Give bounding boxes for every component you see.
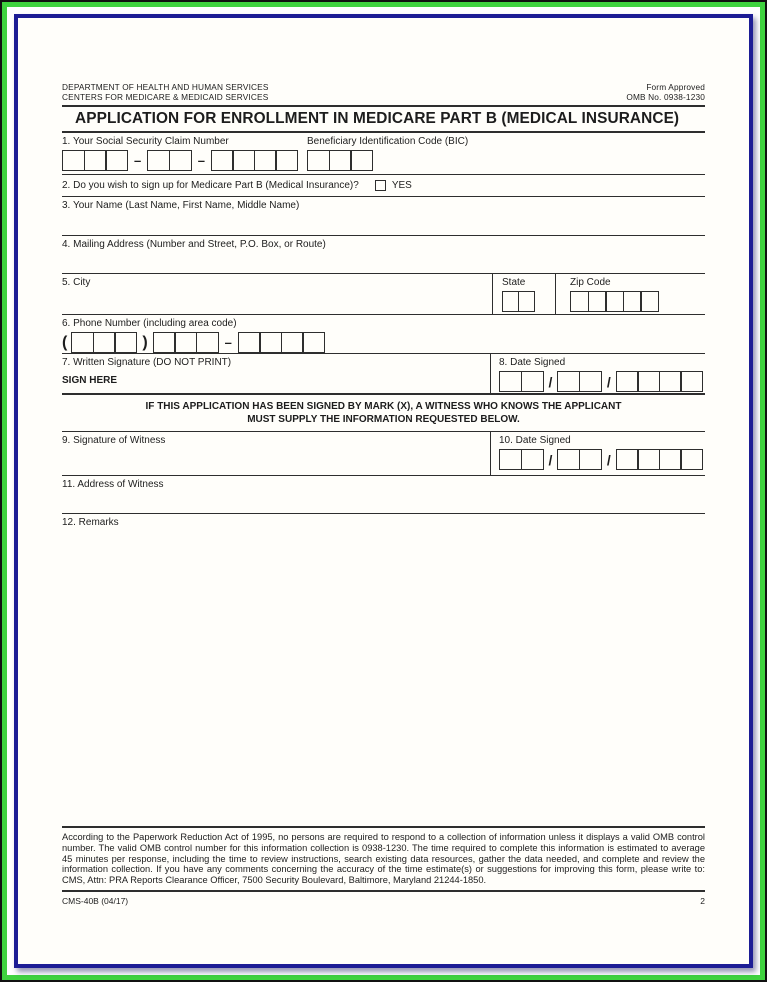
input-cell[interactable]: [637, 371, 660, 392]
input-cell[interactable]: [640, 291, 659, 312]
phone-close-paren: ): [142, 333, 148, 351]
input-cell[interactable]: [84, 150, 107, 171]
ssn-input: [62, 150, 307, 171]
input-cell[interactable]: [281, 332, 304, 353]
section-5-city-state-zip: [62, 273, 705, 314]
section-12-remarks[interactable]: [62, 513, 705, 826]
input-cell[interactable]: [147, 150, 170, 171]
input-cell[interactable]: [637, 449, 660, 470]
section-1-ssn: [62, 133, 705, 174]
ssn-group-3: [211, 150, 299, 171]
input-cell[interactable]: [114, 332, 137, 353]
phone-line-group: [238, 332, 326, 353]
input-cell[interactable]: [275, 150, 298, 171]
city-label: 5. City: [62, 277, 91, 288]
witness-date-slash-1: /: [548, 451, 553, 468]
input-cell[interactable]: [521, 371, 544, 392]
input-cell[interactable]: [71, 332, 94, 353]
phone-label: 6. Phone Number (including area code): [62, 318, 237, 329]
input-cell[interactable]: [62, 150, 85, 171]
bic-label: Beneficiary Identification Code (BIC): [307, 136, 469, 147]
section-7-8-signature-date: [62, 353, 705, 393]
section-9-10-witness-signature-date: [62, 431, 705, 475]
form-page: [18, 18, 749, 964]
agency-line-1: DEPARTMENT OF HEALTH AND HUMAN SERVICES: [62, 82, 269, 92]
name-label: 3. Your Name (Last Name, First Name, Middle Name): [62, 200, 300, 211]
section-11-witness-address[interactable]: [62, 475, 705, 513]
witness-date-label: 10. Date Signed: [499, 435, 571, 446]
section-6-phone: [62, 314, 705, 353]
ssn-dash-1: –: [134, 153, 142, 168]
date-signed-input: [499, 371, 705, 392]
written-signature-field[interactable]: [62, 354, 490, 393]
witness-notice-line-2: MUST SUPPLY THE INFORMATION REQUESTED BELOW.: [247, 413, 520, 425]
input-cell[interactable]: [579, 371, 602, 392]
witness-notice: [62, 393, 705, 431]
page-number: 2: [700, 895, 705, 906]
input-cell[interactable]: [302, 332, 325, 353]
input-cell[interactable]: [499, 449, 522, 470]
input-cell[interactable]: [307, 150, 330, 171]
section-3-name[interactable]: [62, 196, 705, 235]
input-cell[interactable]: [105, 150, 128, 171]
input-cell[interactable]: [499, 371, 522, 392]
input-cell[interactable]: [254, 150, 277, 171]
remarks-label: 12. Remarks: [62, 517, 119, 528]
witness-date-month-group: [499, 449, 544, 470]
form-title: APPLICATION FOR ENROLLMENT IN MEDICARE PART B (MEDICAL INSURANCE): [62, 107, 705, 133]
state-input: [502, 291, 555, 312]
input-cell[interactable]: [518, 291, 535, 312]
agency-block: [62, 82, 269, 102]
yes-label: YES: [391, 180, 412, 191]
witness-date-year-group: [616, 449, 704, 470]
green-border-frame: [2, 2, 765, 980]
mailing-address-label: 4. Mailing Address (Number and Street, P.O. Box, or Route): [62, 239, 326, 250]
witness-signature-label: 9. Signature of Witness: [62, 435, 166, 446]
phone-dash: –: [224, 335, 232, 350]
yes-checkbox[interactable]: [375, 180, 386, 191]
ssn-group-1: [62, 150, 128, 171]
witness-date-slash-2: /: [606, 451, 611, 468]
ssn-label: 1. Your Social Security Claim Number: [62, 136, 229, 147]
date-day-group: [557, 371, 602, 392]
phone-prefix-group: [153, 332, 219, 353]
form-approved-text: Form Approved: [646, 82, 705, 92]
bic-column: [307, 133, 705, 174]
input-cell[interactable]: [350, 150, 373, 171]
date-signed-label: 8. Date Signed: [499, 357, 566, 368]
input-cell[interactable]: [579, 449, 602, 470]
paperwork-reduction-act-notice: According to the Paperwork Reduction Act of 1995, no persons are required to respond to a collection of information unless it displays a valid OMB control number. The valid OMB control number for this information collection is 0938-1230. The time required to complete this information is estimated to average 45 minutes per response, including the time to review instructions, search existing data resources, gather the data needed, and complete and review the information collection. If you have any comments concerning the accuracy of the time estimate(s) or suggestions for improving this form, please write to: CMS, Attn: PRA Reports Clearance Officer, 7500 Security Boulevard, Baltimore, Maryland 21244-1850.: [62, 826, 705, 890]
input-cell[interactable]: [93, 332, 116, 353]
input-cell[interactable]: [680, 449, 703, 470]
date-signed-field: [490, 354, 705, 393]
signup-question-label: 2. Do you wish to sign up for Medicare Part B (Medical Insurance)?: [62, 180, 359, 191]
date-year-group: [616, 371, 704, 392]
section-2-signup: [62, 174, 705, 196]
written-signature-label: 7. Written Signature (DO NOT PRINT): [62, 357, 232, 368]
input-cell[interactable]: [659, 449, 682, 470]
blue-border-frame: [14, 14, 753, 968]
sign-here-label: SIGN HERE: [62, 375, 118, 386]
phone-input: [62, 332, 705, 353]
bic-group: [307, 150, 373, 171]
page-footer: [62, 890, 705, 906]
witness-date-field: [490, 432, 705, 475]
input-cell[interactable]: [259, 332, 282, 353]
input-cell[interactable]: [502, 291, 519, 312]
input-cell[interactable]: [623, 291, 642, 312]
zip-input: [570, 291, 705, 312]
agency-line-2: CENTERS FOR MEDICARE & MEDICAID SERVICES: [62, 92, 269, 102]
form-header: [62, 82, 705, 102]
input-cell[interactable]: [680, 371, 703, 392]
witness-address-label: 11. Address of Witness: [62, 479, 164, 490]
ssn-dash-2: –: [197, 153, 205, 168]
input-cell[interactable]: [153, 332, 176, 353]
date-month-group: [499, 371, 544, 392]
input-cell[interactable]: [232, 150, 255, 171]
zip-label: Zip Code: [570, 277, 611, 288]
input-cell[interactable]: [211, 150, 234, 171]
input-cell[interactable]: [570, 291, 589, 312]
input-cell[interactable]: [659, 371, 682, 392]
omb-block: [626, 82, 705, 102]
state-field: [492, 274, 555, 314]
witness-date-day-group: [557, 449, 602, 470]
input-cell[interactable]: [196, 332, 219, 353]
date-slash-1: /: [548, 373, 553, 390]
border-gap: [7, 7, 760, 975]
input-cell[interactable]: [616, 371, 639, 392]
bic-input: [307, 150, 705, 171]
ssn-group-2: [147, 150, 192, 171]
omb-number: OMB No. 0938-1230: [626, 92, 705, 102]
phone-open-paren: (: [62, 333, 68, 351]
section-4-mailing-address[interactable]: [62, 235, 705, 273]
input-cell[interactable]: [616, 449, 639, 470]
input-cell[interactable]: [329, 150, 352, 171]
zip-field: [555, 274, 705, 314]
input-cell[interactable]: [238, 332, 261, 353]
input-cell[interactable]: [588, 291, 607, 312]
phone-area-group: [71, 332, 137, 353]
input-cell[interactable]: [557, 449, 580, 470]
city-field[interactable]: [62, 274, 492, 314]
zip-group: [570, 291, 659, 312]
witness-date-input: [499, 449, 705, 470]
input-cell[interactable]: [174, 332, 197, 353]
form-number: CMS-40B (04/17): [62, 895, 129, 906]
input-cell[interactable]: [557, 371, 580, 392]
witness-notice-line-1: IF THIS APPLICATION HAS BEEN SIGNED BY MARK (X), A WITNESS WHO KNOWS THE APPLICANT: [145, 401, 622, 412]
state-label: State: [502, 277, 526, 288]
date-slash-2: /: [606, 373, 611, 390]
input-cell[interactable]: [169, 150, 192, 171]
state-group: [502, 291, 535, 312]
ssn-column: [62, 133, 307, 174]
input-cell[interactable]: [521, 449, 544, 470]
input-cell[interactable]: [605, 291, 624, 312]
witness-signature-field[interactable]: [62, 432, 490, 475]
